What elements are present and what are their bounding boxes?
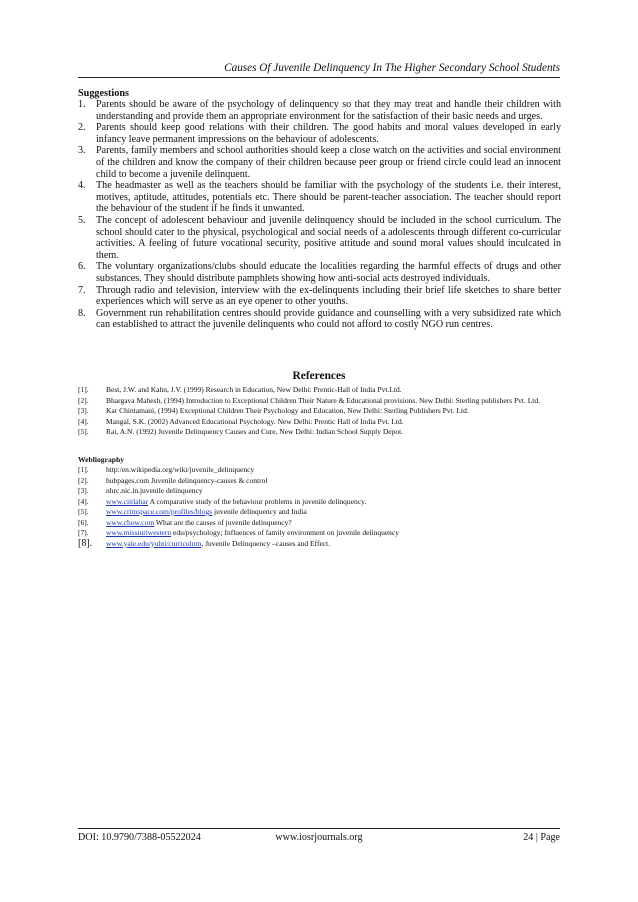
webliography-description: juvenile delinquency and India [212,507,307,516]
webliography-heading: Webliography [78,455,124,464]
suggestion-number: 1. [78,99,86,110]
webliography-item [78,476,561,487]
webliography-number: [3]. [78,486,89,495]
reference-text: Bhargava Mahesh, (1994) Introduction to Exceptional Children Their Nature & Educational provisions. New Delhi: Sterling publishers Pvt. Ltd. [106,395,541,405]
webliography-link[interactable]: www.yale.edu/yuhti/curriculum [106,538,202,548]
reference-number: [4]. [78,416,89,426]
webliography-number: [6]. [78,517,89,527]
suggestion-text: Parents should keep good relations with their children. The good habits and moral values developed in early infancy leave permanent impressions on the behaviour of adolescents. [96,122,561,145]
reference-number: [3]. [78,406,89,416]
webliography-description: , Juvenile Delinquency –causes and Effect. [201,538,331,548]
suggestion-item [78,285,561,308]
suggestion-item [78,215,561,261]
suggestions-list [78,99,561,331]
webliography-number: [8]. [78,537,93,549]
webliography-link[interactable]: www.chow.com [106,517,155,527]
suggestion-text: Through radio and television, interview with the ex-delinquents including their brief life sketches to share better experiences which will serve as an eye opener to other youths. [96,284,561,308]
references-list [78,385,561,438]
reference-text: Rai, A.N. (1992) Juvenile Delinquency Causes and Cure, New Delhi: Indian School Supply Depot. [106,427,404,437]
webliography-number: [7]. [78,528,89,537]
webliography-description: What are the causes of juvenile delinquency? [154,517,292,527]
suggestion-number: 7. [78,284,86,296]
webliography-link[interactable]: www.missiuriwestern [106,528,172,537]
suggestion-item [78,99,561,122]
suggestion-number: 4. [78,180,86,192]
webliography-list [78,465,561,549]
webliography-item [78,528,561,539]
webliography-number: [4]. [78,496,89,506]
reference-item [78,417,561,428]
reference-text: Kar Chintamani, (1994) Exceptional Children Their Psychology and Education, New Delhi: Sterling Publishers Pvt. Ltd. [106,406,469,416]
webliography-item [78,497,561,508]
footer-website[interactable]: www.iosrjournals.org [275,832,363,843]
webliography-link[interactable]: hubpages.com Juvenile delinquency-causes & control [106,475,268,485]
reference-number: [2]. [78,395,89,405]
suggestion-number: 8. [78,307,86,319]
reference-number: [5]. [78,427,89,437]
reference-item [78,406,561,417]
references-heading: References [292,370,346,382]
suggestion-text: The headmaster as well as the teachers should be familiar with the psychology of the students i.e. their interest, motives, aptitude, attitudes, potentials etc. There should be parent-teacher association. The teacher should report the behaviour of the student if he finds it unwanted. [96,180,561,215]
reference-text: Best, J.W. and Kahn, J.V. (1999) Research in Education, New Delhi: Prentic-Hall of India Pvt.Ltd. [106,385,402,394]
reference-item [78,396,561,407]
suggestion-item [78,122,561,145]
running-header: Causes Of Juvenile Delinquency In The Higher Secondary School Students [224,62,560,74]
webliography-link[interactable]: www.ciitlahar [106,496,149,506]
webliography-number: [2]. [78,475,89,485]
reference-text: Mangal, S.K. (2002) Advanced Educational Psychology. New Delhi: Prentic Hall of India Pvt. Ltd. [106,416,404,426]
suggestion-text: Parents should be aware of the psychology of delinquency so that they may treat and handle their children with understanding and provide them an appropriate environment for the satisfaction of their basic needs and urges. [96,99,561,122]
webliography-description: A comparative study of the behaviour problems in juvenile delinquency. [148,496,367,506]
suggestion-item [78,180,561,215]
suggestion-number: 5. [78,214,86,226]
suggestion-item [78,261,561,284]
suggestion-number: 3. [78,145,86,157]
suggestion-item [78,145,561,180]
webliography-item [78,507,561,518]
reference-number: [1]. [78,385,89,394]
webliography-item [78,539,561,550]
webliography-item [78,465,561,476]
suggestion-number: 6. [78,261,86,273]
webliography-link[interactable]: nhrc.nic.in.juvenile delinquency [106,486,203,495]
webliography-number: [5]. [78,507,89,516]
suggestion-number: 2. [78,122,86,134]
reference-item [78,427,561,438]
webliography-item [78,518,561,529]
suggestion-text: Government run rehabilitation centres should provide guidance and counselling with a very subsidized rate which can established to attract the juvenile delinquents who could not afford to costly NGO run centres. [96,307,561,331]
webliography-item [78,486,561,497]
suggestion-item [78,308,561,331]
webliography-link[interactable]: http:/en.wikipedia.org/wiki/juvenile_delinquency [106,465,255,474]
page-footer [78,832,560,846]
footer-doi: DOI: 10.9790/7388-05522024 [78,832,201,843]
webliography-number: [1]. [78,465,89,474]
header-rule [78,77,560,78]
suggestion-text: Parents, family members and school authorities should keep a close watch on the activities and social environment of the children and know the company of their children because peer group or friend circle could lead an innocent child to become a juvenile delinquent. [96,145,561,180]
suggestion-text: The voluntary organizations/clubs should educate the localities regarding the harmful effects of drugs and other substances. They should distribute pamphlets showing how anti-social acts destroyed individuals. [96,261,561,284]
footer-rule [78,828,560,829]
reference-item [78,385,561,396]
suggestions-heading: Suggestions [78,88,129,99]
suggestion-text: The concept of adolescent behaviour and juvenile delinquency should be included in the school curriculum. The school should cater to the physical, psychological and social needs of a adolescents through different co-curricular activities. A feeling of future vocational security, positive attitude and sound moral values should inculcated in them. [96,214,561,261]
webliography-description: edu/psychology; Influences of family environment on juvenile delinquency [171,528,399,537]
footer-page-number: 24 | Page [523,832,560,843]
webliography-link[interactable]: www.crimspace.com/profiles/blogs [106,507,213,516]
